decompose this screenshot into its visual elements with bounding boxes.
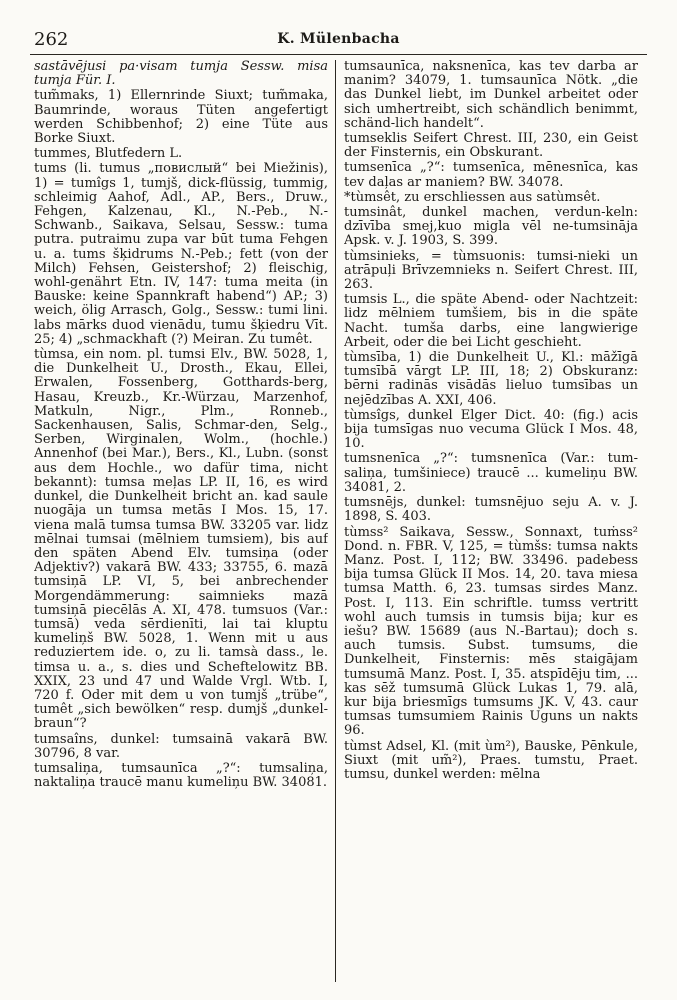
page-number: 262 bbox=[34, 29, 69, 50]
entry-tumsis: tumsis L., die späte Abend- oder Nachtzeit: lidz mēlniem tumšiem, bis in die späte Nacht. tumša darbs, eine langwierige Arbeit, oder die bei Licht geschieht. bbox=[344, 292, 638, 350]
running-title: K. Mülenbacha bbox=[277, 31, 400, 47]
entry-tummaks: tum̃maks, 1) Ellernrinde Siuxt; tum̃maka, Baumrinde, woraus Tüten angefertigt werden Schibbenhof; 2) eine Tüte aus Borke Siuxt. bbox=[34, 88, 328, 147]
entry-tumset: *tùmsêt, zu erschliessen aus satùmsêt. bbox=[344, 189, 601, 205]
entry-tumst: tùmst Adsel, Kl. (mit ùm²), Bauske, Pēnkule, Siuxt (mit um̃²), Praes. tumstu, Praet. tumsu, dunkel werden: mēlna bbox=[344, 738, 638, 782]
entry-tumsinieks: tùmsinieks, = tùmsuonis: tumsi-nieki un atrāpuļi Brīvzemnieks n. Seifert Chrest. III, 263. bbox=[344, 248, 638, 293]
entry-tummes: tummes, Blutfedern L. bbox=[34, 146, 183, 162]
entry-tumss: tùmss² Saikava, Sessw., Sonnaxt, tuṁss² Dond. n. FBR. V, 125, = tùmšs: tumsa nakts Manz. Post. I, 112; BW. 33496. padebess bija tumsa Glück II Mos. 14, 20. tava miesa tumsa Matth. 6, 23. tumsas sirdes Manz. Post. I, 113. Ein schriftle. tumss vertritt wohl auch tumsis in tumsis bija; kur es iešu? BW. 15689 (aus N.-Bartau); doch s. auch tumsis. Subst. tumsums, die Dunkelheit, Finsternis: mēs staigājam tumsumā Manz. Post. I, 35. atspīdēju tim, ... kas sēž tumsumā Glück Lukas 1, 79. alā, kur bija briesmīgs tumsums JK. V, 43. caur tumsas tumsumiem Rainis Uguns un nakts 96. bbox=[344, 524, 638, 739]
entry-tumsalina: tumsaliņa, tumsaunīca „?“: tumsaliņa, naktaliņa traucē manu kumeliņu BW. 34081. bbox=[34, 760, 328, 791]
entry-tums: tums (li. tumus „повислый“ bei Miežinis), 1) = tumîgs 1, tumjš, dick-flüssig, tummig, schleimig Aahof, Adl., AP., Bers., Druw., Fehgen, Kalzenau, Kl., N.-Peb., N.-Schwanb., Saikava, Selsau, Sessw.: tuma putra. putraimu zupa var būt tuma Fehgen u. a. tums šķidrums N.-Peb.; fett (von der Milch) Fehsen, Geistershof; 2) fleischig, wohl-genährt Etn. IV, 147: tuma meita (in Bauske: keine Spannkraft habend“) AP.; 3) weich, ölig Arrasch, Golg., Sessw.: tumi lini. labs mārks duod vienādu, tumu šķiedru Vīt. 25; 4) „schmackhaft (?) Meiran. Zu tumêt. bbox=[34, 161, 328, 347]
entry-tumsenica: tumsenīca „?“: tumsenīca, mēnesnīca, kas tev daļas ar maniem? BW. 34078. bbox=[344, 160, 638, 190]
entry-continuation: tumsaunīca, naksnenīca, kas tev darba ar manim? 34079, 1. tumsaunīca Nötk. „die das Dunkel liebt, im Dunkel arbeitet oder sich umhertreibt, sich schändlich benimmt, schänd-lich handelt“. bbox=[344, 60, 638, 131]
entry-tumsa: tùmsa, ein nom. pl. tumsi Elv., BW. 5028, 1, die Dunkelheit U., Drosth., Ekau, Ellei, Erwalen, Fossenberg, Gotthards-berg, Hasau, Kreuzb., Kr.-Würzau, Marzenhof, Matkuln, Nigr., Plm., Ronneb., Sackenhausen, Salis, Schmar-den, Selg., Serben, Wirginalen, Wolm., (hochle.) Annenhof (bei Mar.), Bers., Kl., Lubn. (sonst aus dem Hochle., wo dafür tima, nicht bekannt): tumsa meļas LP. II, 16, es wird dunkel, die Dunkelheit bricht an. kad saule nuogāja un tumsa metās I Mos. 15, 17. viena malā tumsa tumsa BW. 33205 var. lidz mēlnai tumsai (mēlniem tumsiem), bis auf den späten Abend Elv. tumsiņa (oder Adjektiv?) vakarā BW. 433; 33755, 6. mazā tumsiņā LP. VI, 5, bei anbrechender Morgendämmerung: saimnieks mazā tumsiņā piecēlās A. XI, 478. tumsuos (Var.: tumsā) veda sērdienīti, lai tai kluptu kumeliņš BW. 5028, 1. Wenn mit u aus reduziertem ide. o, zu li. tamsà dass., le. timsa u. a., s. dies und Scheftelowitz BB. XXIX, 23 und 47 und Walde Vrgl. Wtb. I, 720 f. Oder mit dem u von tumjš „trübe“, tumêt „sich bewölken“ resp. dumjš „dunkel-braun“? bbox=[34, 347, 328, 732]
column-divider bbox=[335, 60, 336, 982]
entry-tumsnenica: tumsnenīca „?“: tumsnenīca (Var.: tum-saliņa, tumšiniece) traucē ... kumeliņu BW. 34081, 2. bbox=[344, 451, 638, 495]
entry-tumsigs: tùmsîgs, dunkel Elger Dict. 40: (fig.) acis bija tumsīgas nuo vecuma Glück I Mos. 48, 10. bbox=[344, 407, 638, 452]
entry-tumsains: tumsaîns, dunkel: tumsainā vakarā BW. 30796, 8 var. bbox=[34, 731, 328, 761]
entry-tumsinat: tumsinât, dunkel machen, verdun-keln: dzīvība smej,kuo migla vēl ne-tumsināja Apsk. v. J. 1903, S. 399. bbox=[344, 205, 638, 249]
right-column bbox=[344, 60, 638, 982]
page-header bbox=[30, 26, 647, 55]
entry-tumsiba: tùmsība, 1) die Dunkelheit U., Kl.: māžīgā tumsībā vārgt LP. III, 18; 2) Obskuranz: bērni radinās visādās lieluo tumsības un nejēdzības A. XXI, 406. bbox=[344, 350, 638, 408]
left-column bbox=[34, 60, 328, 982]
entry-tumseklis: tumseklis Seifert Chrest. III, 230, ein Geist der Finsternis, ein Obskurant. bbox=[344, 131, 638, 161]
entry-continuation: sastāvējusi pa·visam tumja Sessw. misa tumja Für. I. bbox=[34, 60, 328, 89]
entry-tumsnejs: tumsnējs, dunkel: tumsnējuo seju A. v. J. 1898, S. 403. bbox=[344, 495, 638, 525]
